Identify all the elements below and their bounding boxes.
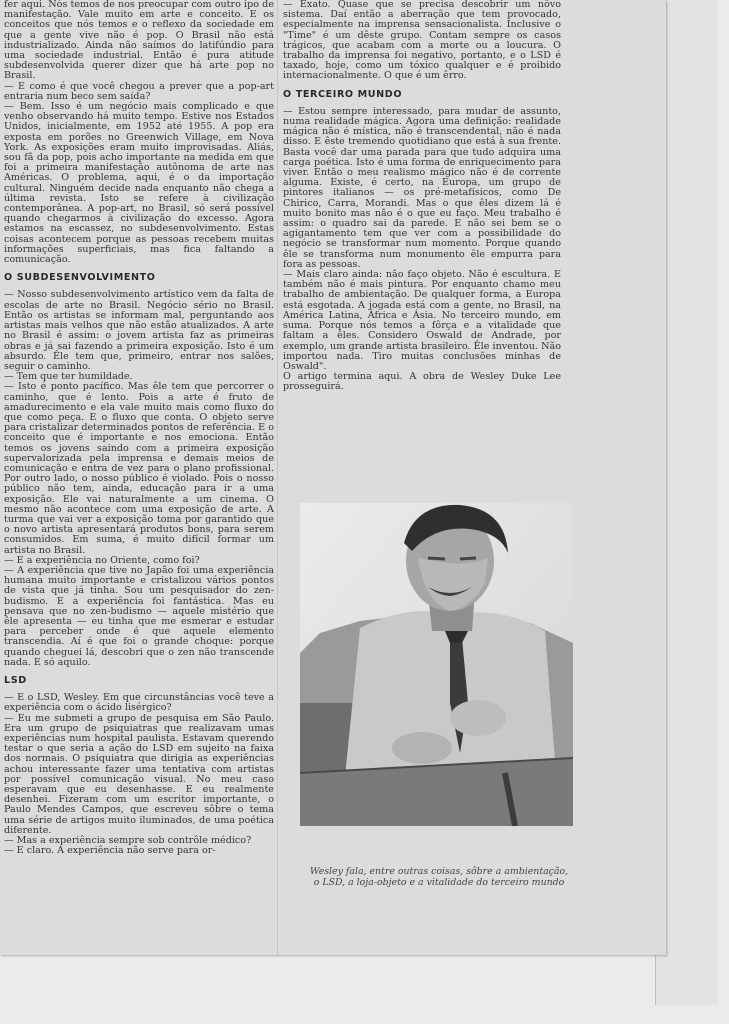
portrait-illustration [300,503,573,826]
paragraph: — Nosso subdesenvolvimento artístico vem da falta de escolas de arte no Brasil. Negócio sério no Brasil. Então os artistas se informam mal, perguntando aos artistas mais velhos que não estão atualizados. A arte no Brasil é assim: o jovem artista faz as primeiras obras e já sai fazendo a primeira exposição. Isto é um absurdo. Êle tem que, primeiro, entrar nos salões, seguir o caminho. [4,289,274,372]
section-heading: O TERCEIRO MUNDO [283,88,403,100]
left-column [4,0,274,955]
paragraph: — Isto é ponto pacífico. Mas êle tem que percorrer o caminho, que é lento. Pois a arte é fruto de amadurecimento e ela vale muito mais como fluxo do que como peça. E o fluxo que conta. O objeto serve para cristalizar determinados pontos de referência. E o conceito que é importante e nos emociona. Então temos os jovens saindo com a primeira exposição supervalorizada pela imprensa e demais meios de comunicação e entra de vez para o plano profissional. Por outro lado, o nosso público é violado. Pois o nosso público não tem, ainda, educação para ir a uma exposição. Ele vai naturalmente a um cinema. O mesmo não acontece com uma exposição de arte. A turma que vai ver a exposição toma por garantido que o novo artista apresentará produtos bons, para serem consumidos. Em suma, é muito difícil formar um artista no Brasil. [4,381,274,556]
paragraph: O artigo termina aqui. A obra de Wesley Duke Lee prosseguirá. [283,371,561,393]
paragraph: — Mais claro ainda: não faço objeto. Não é escultura. E também não é mais pintura. Por enquanto chamo meu trabalho de ambientação. De qualquer forma, a Europa está esgotada. A jogada está com a gente, no Brasil, na América Latina, África e Ásia. No terceiro mundo, em suma. Porque nós temos a fôrça e a vitalidade que faltam a êles. Considero Oswald de Andrade, por exemplo, um grande artista brasileiro. Êle inventou. Não importou nada. Tiro muitas conclusões minhas de Oswald". [283,269,561,372]
paragraph: — Exato. Quase que se precisa descobrir um nôvo sistema. Daí então a aberração que tem provocado, especialmente na imprensa sensacionalista. Inclusive o "Time" é um dêste grupo. Contam sempre os casos trágicos, que acabam com a morte ou a loucura. O trabalho da imprensa foi negativo, portanto, e o LSD é taxado, hoje, como um tóxico qualquer e é proibido internacionalmente. O que é um êrro. [283,0,561,82]
paragraph: — A experiência que tive no Japão foi uma experiência humana muito importante e cristalizou vários pontos de vista que já tinha. Sou um pesquisador do zen-budismo. E a experiência foi fantástica. Mas eu pensava que no zen-budismo — aquele mistério que êle apresenta — eu tinha que me esmerar e estudar para perceber onde é que aquele elemento transcendia. Aí é que foi o grande choque: porque quando cheguei lá, descobri que o zen não transcende nada. E só aquilo. [4,564,274,668]
section-heading: LSD [4,675,27,686]
photo-caption: Wesley fala, entre outras coisas, sôbre a ambientação, o LSD, a loja-objeto e a vitalidade do terceiro mundo [309,866,569,888]
paragraph: — E como é que você chegou a prever que a pop-art entraria num beco sem saída? [4,80,274,102]
portrait-photo [300,503,573,826]
paragraph: — Bem. Isso é um negócio mais complicado e que venho observando há muito tempo. Estive nos Estados Unidos, inicialmente, em 1952 até 1955. A pop era exposta em porões no Greenwich Village, em Nova York. As exposições eram muito improvisadas. Aliás, sou fã da pop, pois acho importante na medida em que foi a primeira manifestação autônoma de arte nas Américas. O problema, aqui, é o da importação cultural. Ninguém decide nada enquanto não chega a última revista. Isto se refere à civilização contemporânea. A pop-art, no Brasil, só será possível quando chegarmos à civilização do excesso. Agora estamos na escassez, no subdesenvolvimento. Estas coisas acontecem porque as pessoas recebem muitas informações superficiais, mas fica faltando a comunicação. [4,101,274,266]
paragraph: — Eu me submeti a grupo de pesquisa em São Paulo. Era um grupo de psiquiatras que realizavam umas experiências num hospital paulista. Estavam querendo testar o que seria a ação do LSD em sujeito na faixa dos normais. O psiquiatra que dirigia as experiências achou interessante fazer uma tentativa com artistas por possível comunicação visual. No meu caso esperavam que eu desenhasse. E eu realmente desenhei. Fizeram com um escritor importante, o Paulo Mendes Campos, que escreveu sôbre o tema uma série de artigos muito iluminados, de uma poética diferente. [4,712,274,836]
paragraph: — Estou sempre interessado, para mudar de assunto, numa realidade mágica. Agora uma definição: realidade mágica não é mística, não é transcendental, não é nada disso. E êste tremendo quotidiano que está à sua frente. Basta você dar uma parada para que tudo adquira uma carga poética. Isto é uma forma de enriquecimento para viver. Então o meu realismo mágico não é de corrente alguma. Existe, é certo, na Europa, um grupo de pintores italianos — os pré-metafísicos, como De Chirico, Carra, Morandi. Mas o que êles dizem lá é muito bonito mas não é o que eu faço. Meu trabalho é assim: o quadro sai da parede. E não sei bem se o agigantamento tem que ver com a possibilidade do negócio se transformar num momento. Porque quando êle se transforma num monumento êle empurra para fora as pessoas. [283,105,561,270]
paragraph: — E a experiência no Oriente, como foi? [4,554,200,566]
paragraph: — E claro. A experiência não serve para or- [4,845,216,857]
paragraph: — Mas a experiência sempre sob contrôle médico? [4,835,252,847]
column-divider [277,0,278,955]
right-column [283,0,561,470]
paragraph: — Tem que ter humildade. [4,371,133,383]
paragraph: — E o LSD, Wesley. Em que circunstâncias você teve a experiência com o ácido lisérgico? [4,692,274,714]
section-heading: O SUBDESENVOLVIMENTO [4,272,156,284]
paragraph: fer aqui. Nós temos de nos preocupar com outro ipo de manifestação. Vale muito em arte e conceito. E os conceitos que nós temos e o reflexo da sociedade em que a gente vive não é pop. O Brasil não está industrializado. Ainda não saímos do latifúndio para uma sociedade industrial. Então é pura atitude subdesenvolvida querer dizer que há arte pop no Brasil. [4,0,274,82]
